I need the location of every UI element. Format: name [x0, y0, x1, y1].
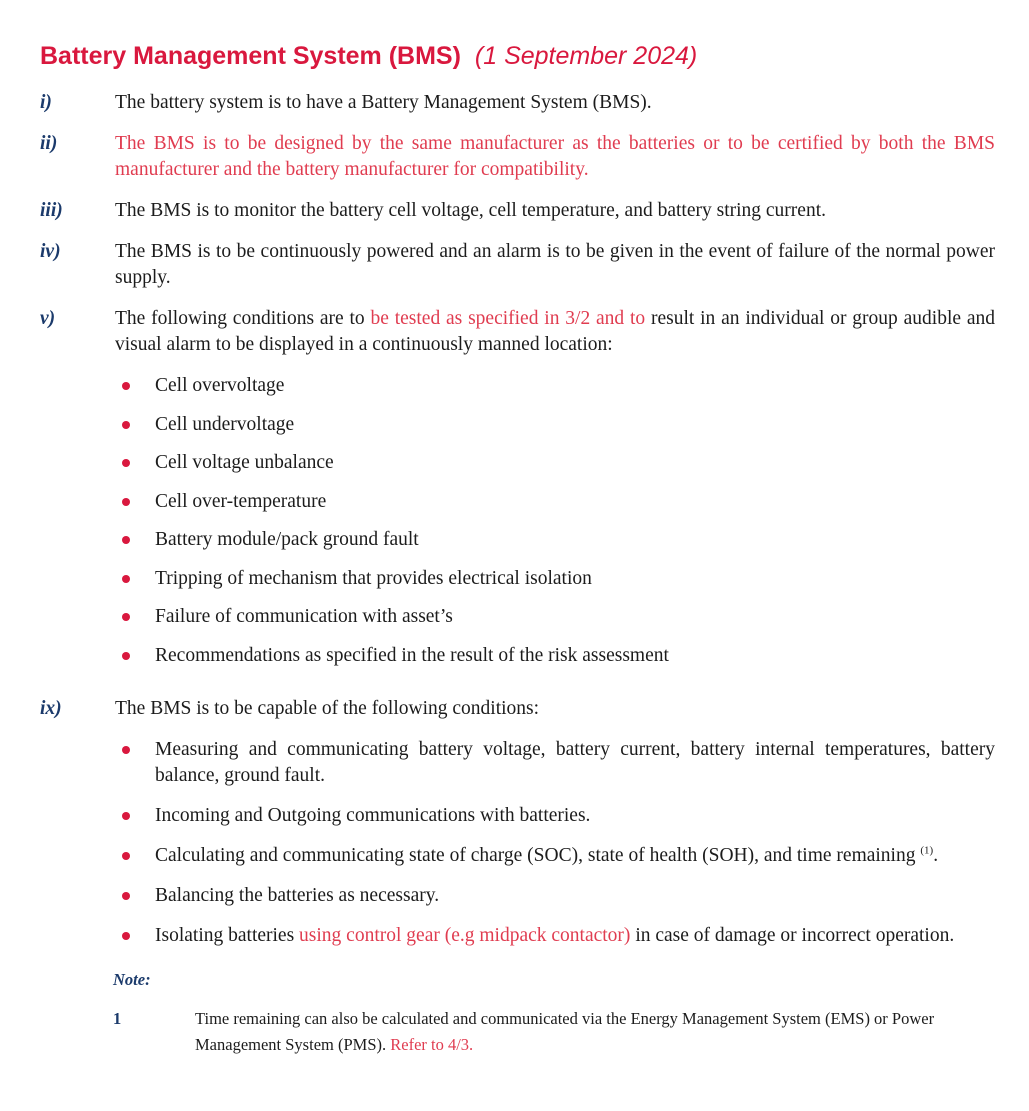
bullet-text: [155, 803, 995, 829]
list-item: [122, 737, 995, 789]
list-item-iv: [40, 239, 995, 291]
text-segment-red: The BMS is to be designed by the same manufacturer as the batteries or to be certified by both the BMS manufacturer and the battery manufacturer for compatibility.: [115, 133, 995, 180]
bullet-icon: [122, 812, 130, 820]
text-segment-red: Refer to 4/3.: [390, 1034, 474, 1054]
list-item: [122, 450, 995, 476]
list-item-ix: [40, 696, 995, 722]
bullet-text: Battery module/pack ground fault: [155, 529, 419, 550]
alarm-conditions-list: [122, 373, 995, 669]
text-segment-red: using control gear (e.g midpack contactor): [299, 924, 631, 946]
bullet-icon: [122, 459, 130, 467]
list-item-iii: [40, 198, 995, 224]
list-item-ii: [40, 131, 995, 183]
item-text-iv: [115, 239, 995, 291]
list-item: [122, 803, 995, 829]
text-segment: Calculating and communicating state of charge (SOC), state of health (SOH), and time remaining: [155, 844, 921, 866]
bullet-icon: [122, 852, 130, 860]
text-segment: The battery system is to have a Battery Management System (BMS).: [115, 92, 652, 113]
text-segment: in case of damage or incorrect operation.: [630, 924, 955, 946]
item-text-iii: [115, 198, 995, 224]
item-text-ii: [115, 131, 995, 183]
bullet-icon: [122, 382, 130, 390]
list-item-i: [40, 90, 995, 116]
page-title-date: (1 September 2024): [474, 42, 698, 70]
bullet-icon: [122, 575, 130, 583]
page-title: [40, 42, 995, 70]
text-segment: Isolating batteries: [155, 924, 300, 946]
list-item: [122, 843, 995, 869]
text-segment-red: be tested as specified in 3/2 and to: [370, 308, 651, 329]
bullet-text: [155, 923, 995, 949]
item-numeral-ii: ii): [40, 133, 58, 154]
list-item-v: [40, 306, 995, 358]
footnote-1: [113, 1006, 995, 1058]
bullet-icon: [122, 932, 130, 940]
list-item: [122, 643, 995, 669]
text-segment: .: [933, 844, 939, 866]
item-text-v: [115, 306, 995, 358]
bullet-text: Tripping of mechanism that provides electrical isolation: [155, 567, 592, 589]
bullet-text: Cell voltage unbalance: [155, 452, 334, 473]
page-title-text: Battery Management System (BMS): [40, 42, 461, 70]
bullet-text: Cell undervoltage: [155, 413, 295, 435]
list-item: [122, 883, 995, 909]
list-item: [122, 527, 995, 553]
bullet-text: Recommendations as specified in the result of the risk assessment: [155, 644, 669, 666]
item-numeral-iv: iv): [40, 241, 61, 262]
item-text-i: [115, 90, 995, 116]
bullet-icon: [122, 746, 130, 754]
bullet-text: Cell overvoltage: [155, 375, 285, 396]
list-item: [122, 412, 995, 438]
footnote-marker: (1): [920, 844, 934, 856]
item-numeral-ix: ix): [40, 697, 62, 719]
bullet-text: [155, 737, 995, 789]
text-segment: Measuring and communicating battery voltage, battery current, battery internal temperatures, battery balance, ground fault.: [155, 738, 995, 786]
bullet-text: Cell over-temperature: [155, 490, 327, 512]
item-text-ix: The BMS is to be capable of the following conditions:: [115, 697, 540, 719]
text-segment: Time remaining can also be calculated and communicated via the Energy Management System (EMS) or Power Management System (PMS).: [195, 1008, 935, 1054]
text-segment: result in an individual or group audible and visual alarm to be displayed in a continuously manned location:: [115, 308, 995, 355]
text-segment: The BMS is to monitor the battery cell voltage, cell temperature, and battery string current.: [115, 200, 826, 221]
item-numeral-i: i): [40, 92, 52, 113]
list-item: [122, 923, 995, 949]
bullet-icon: [122, 498, 130, 506]
bullet-icon: [122, 652, 130, 660]
bms-capabilities-list: [122, 737, 995, 949]
item-numeral-v: v): [40, 308, 56, 329]
list-item: [122, 373, 995, 399]
text-segment: Balancing the batteries as necessary.: [155, 884, 440, 906]
bullet-icon: [122, 613, 130, 621]
bullet-icon: [122, 536, 130, 544]
text-segment: The following conditions are to: [115, 308, 371, 329]
bullet-text: Failure of communication with asset’s: [155, 606, 453, 627]
footnote-number: 1: [113, 1008, 122, 1028]
bullet-icon: [122, 892, 130, 900]
list-item: [122, 604, 995, 630]
footnote-text: [195, 1006, 955, 1058]
note-heading: Note:: [113, 969, 151, 989]
bullet-icon: [122, 421, 130, 429]
bullet-text: [155, 843, 995, 869]
bullet-text: [155, 883, 995, 909]
text-segment: Incoming and Outgoing communications with batteries.: [155, 804, 591, 826]
text-segment: The BMS is to be continuously powered and an alarm is to be given in the event of failure of the normal power supply.: [115, 241, 995, 288]
list-item: [122, 566, 995, 592]
item-numeral-iii: iii): [40, 200, 63, 221]
list-item: [122, 489, 995, 515]
